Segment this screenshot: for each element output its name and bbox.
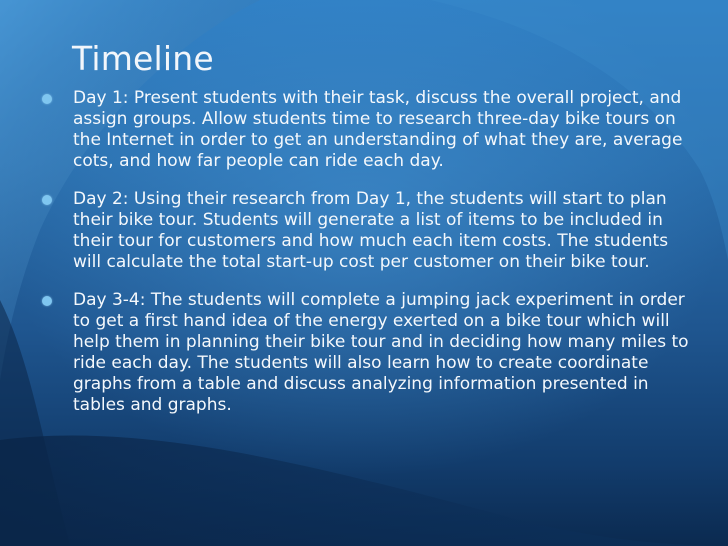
bullet-text: Day 3-4: The students will complete a jumping jack experiment in order to get a first hand idea of the energy exerted on a bike tour which will help them in planning their bike tour and in deciding how many miles to ride each day. The students will also learn how to create coordinate graphs from a table and discuss analyzing information presented in tables and graphs. — [73, 290, 689, 415]
bottom-curve-swoosh — [0, 435, 728, 546]
bullet-item-day-3-4 — [34, 290, 694, 416]
bullet-dot-icon — [42, 296, 52, 306]
bullet-text: Day 2: Using their research from Day 1, the students will start to plan their bike tour. Students will generate a list of items to be included in their tour for customers and how much each item costs. The students will calculate the total start-up cost per customer on their bike tour. — [73, 189, 669, 272]
bullet-text: Day 1: Present students with their task, discuss the overall project, and assign groups. Allow students time to research three-day bike tours on the Internet in order to get an understanding of what they are, average cots, and how far people can ride each day. — [73, 88, 683, 171]
bullet-dot-icon — [42, 195, 52, 205]
slide-title: Timeline — [72, 39, 214, 78]
bullet-item-day-2 — [34, 189, 694, 273]
bullet-list — [34, 88, 694, 416]
bullet-dot-icon — [42, 94, 52, 104]
bullet-item-day-1 — [34, 88, 694, 172]
